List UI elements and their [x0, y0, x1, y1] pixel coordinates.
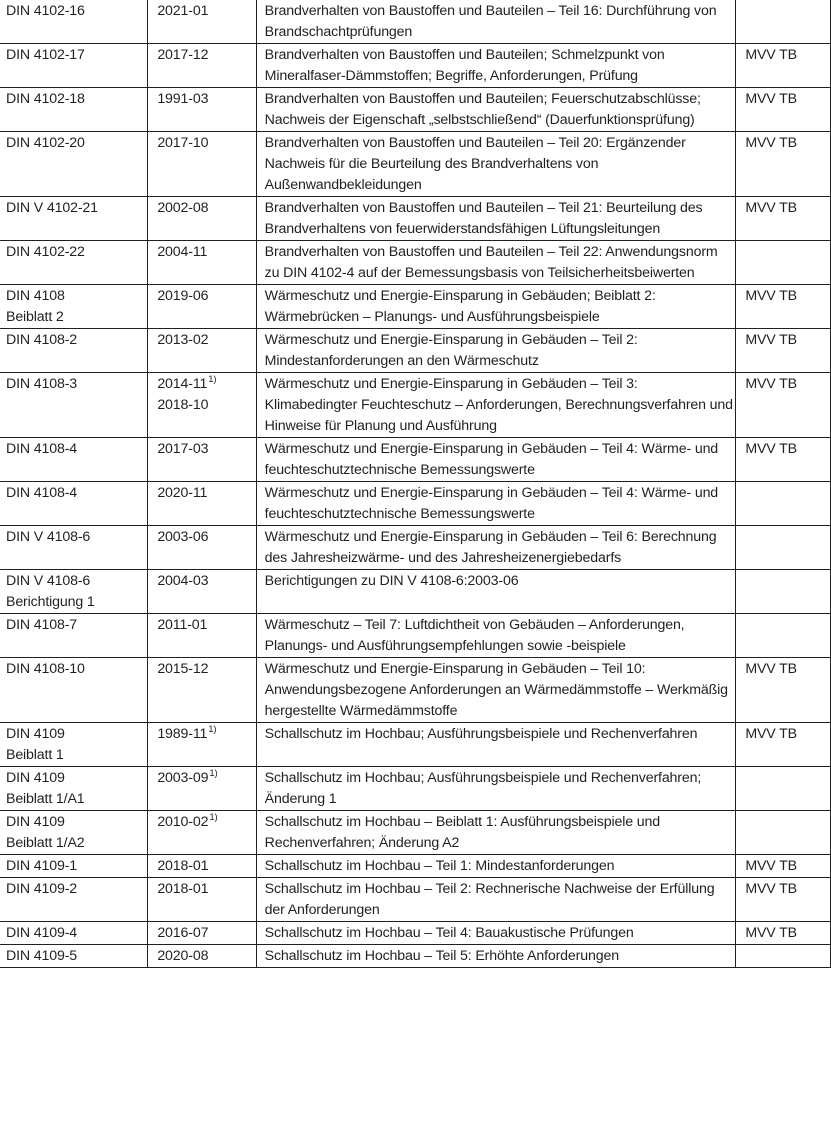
norm-number-cell: DIN 4109 Beiblatt 1/A1 [0, 767, 148, 811]
norm-number-cell: DIN 4109-1 [0, 855, 148, 878]
table-row [0, 0, 831, 44]
norm-title-cell: Wärmeschutz und Energie-Einsparung in Gebäuden – Teil 4: Wärme- und feuchteschutztechnische Bemessungswerte [256, 482, 736, 526]
table-row [0, 855, 831, 878]
table-row [0, 658, 831, 723]
issue-date: 2014-11 [157, 376, 208, 392]
issue-date: 2004-11 [157, 244, 208, 260]
issue-date-cell [148, 811, 256, 855]
issue-date: 2002-08 [157, 200, 209, 216]
table-row [0, 44, 831, 88]
source-reference-cell: MVV TB [736, 658, 831, 723]
issue-date-cell [148, 878, 256, 922]
table-row [0, 285, 831, 329]
norm-number-cell: DIN 4108-4 [0, 482, 148, 526]
norm-title-cell: Wärmeschutz und Energie-Einsparung in Gebäuden – Teil 10: Anwendungsbezogene Anforderungen an Wärmedämmstoffe – Werkmäßig hergestellte Wärmedämmstoffe [256, 658, 736, 723]
norm-title-cell: Brandverhalten von Baustoffen und Bauteilen; Schmelzpunkt von Mineralfaser-Dämmstoffen; Begriffe, Anforderungen, Prüfung [256, 44, 736, 88]
source-reference-cell [736, 945, 831, 968]
table-row [0, 241, 831, 285]
norm-title-cell: Schallschutz im Hochbau; Ausführungsbeispiele und Rechenverfahren; Änderung 1 [256, 767, 736, 811]
norm-title-cell: Brandverhalten von Baustoffen und Bauteilen; Feuerschutzabschlüsse; Nachweis der Eigenschaft „selbstschließend“ (Dauerfunktionsprüfung) [256, 88, 736, 132]
source-reference-cell: MVV TB [736, 855, 831, 878]
issue-date-cell [148, 438, 256, 482]
norm-title-cell: Wärmeschutz und Energie-Einsparung in Gebäuden – Teil 2: Mindestanforderungen an den Wärmeschutz [256, 329, 736, 373]
norm-title-cell: Wärmeschutz und Energie-Einsparung in Gebäuden – Teil 4: Wärme- und feuchteschutztechnische Bemessungswerte [256, 438, 736, 482]
issue-date: 2017-10 [157, 135, 209, 151]
norm-number-cell: DIN 4109-4 [0, 922, 148, 945]
source-reference-cell: MVV TB [736, 132, 831, 197]
issue-date-cell [148, 329, 256, 373]
issue-date-cell [148, 44, 256, 88]
norm-number-cell: DIN V 4108-6 [0, 526, 148, 570]
footnote-marker: 1) [209, 768, 218, 779]
norm-number-cell: DIN 4109 Beiblatt 1 [0, 723, 148, 767]
issue-date: 2019-06 [157, 288, 209, 304]
norm-title-cell: Schallschutz im Hochbau – Beiblatt 1: Ausführungsbeispiele und Rechenverfahren; Änderung A2 [256, 811, 736, 855]
source-reference-cell [736, 482, 831, 526]
norm-number-cell: DIN 4102-20 [0, 132, 148, 197]
issue-date: 2018-01 [157, 881, 209, 897]
source-reference-cell: MVV TB [736, 438, 831, 482]
norm-number-cell: DIN 4108-3 [0, 373, 148, 438]
table-row [0, 767, 831, 811]
issue-date: 2004-03 [157, 573, 209, 589]
issue-date: 2020-08 [157, 948, 209, 964]
norm-title-cell: Schallschutz im Hochbau; Ausführungsbeispiele und Rechenverfahren [256, 723, 736, 767]
issue-date: 2017-12 [157, 47, 209, 63]
issue-date-cell [148, 855, 256, 878]
table-row [0, 438, 831, 482]
issue-date-cell [148, 482, 256, 526]
issue-date-cell [148, 922, 256, 945]
footnote-marker: 1) [208, 724, 217, 735]
table-row [0, 723, 831, 767]
issue-date-cell [148, 526, 256, 570]
issue-date: 2021-01 [157, 3, 209, 19]
issue-date: 1991-03 [157, 91, 209, 107]
issue-date-secondary: 2018-10 [157, 397, 209, 413]
source-reference-cell: MVV TB [736, 373, 831, 438]
footnote-marker: 1) [209, 812, 218, 823]
issue-date-cell [148, 945, 256, 968]
norm-number-cell: DIN 4102-16 [0, 0, 148, 44]
norm-number-cell: DIN V 4108-6 Berichtigung 1 [0, 570, 148, 614]
source-reference-cell: MVV TB [736, 878, 831, 922]
source-reference-cell [736, 614, 831, 658]
issue-date-cell [148, 285, 256, 329]
source-reference-cell: MVV TB [736, 197, 831, 241]
footnote-marker: 1) [208, 374, 217, 385]
issue-date-cell [148, 658, 256, 723]
norm-title-cell: Schallschutz im Hochbau – Teil 1: Mindestanforderungen [256, 855, 736, 878]
issue-date-cell [148, 88, 256, 132]
table-row [0, 811, 831, 855]
issue-date: 2017-03 [157, 441, 209, 457]
table-row [0, 482, 831, 526]
table-row [0, 570, 831, 614]
issue-date: 2003-09 [157, 770, 209, 786]
norm-number-cell: DIN 4102-17 [0, 44, 148, 88]
norm-number-cell: DIN 4109-5 [0, 945, 148, 968]
issue-date: 2016-07 [157, 925, 209, 941]
source-reference-cell: MVV TB [736, 44, 831, 88]
issue-date-cell [148, 614, 256, 658]
norm-title-cell: Wärmeschutz und Energie-Einsparung in Gebäuden – Teil 6: Berechnung des Jahresheizwärme- und des Jahresheizenergiebedarfs [256, 526, 736, 570]
table-row [0, 922, 831, 945]
issue-date: 2018-01 [157, 858, 209, 874]
source-reference-cell [736, 241, 831, 285]
norm-title-cell: Berichtigungen zu DIN V 4108-6:2003-06 [256, 570, 736, 614]
table-row [0, 373, 831, 438]
issue-date-cell [148, 241, 256, 285]
table-row [0, 88, 831, 132]
table-row [0, 329, 831, 373]
source-reference-cell: MVV TB [736, 723, 831, 767]
issue-date: 2020-11 [157, 485, 208, 501]
source-reference-cell: MVV TB [736, 329, 831, 373]
table-row [0, 526, 831, 570]
norm-number-cell: DIN 4108-2 [0, 329, 148, 373]
norm-title-cell: Brandverhalten von Baustoffen und Bauteilen – Teil 21: Beurteilung des Brandverhaltens von feuerwiderstandsfähigen Lüftungsleitungen [256, 197, 736, 241]
source-reference-cell: MVV TB [736, 285, 831, 329]
table-row [0, 197, 831, 241]
source-reference-cell [736, 767, 831, 811]
norm-title-cell: Wärmeschutz – Teil 7: Luftdichtheit von Gebäuden – Anforderungen, Planungs- und Ausführungsempfehlungen sowie -beispiele [256, 614, 736, 658]
norm-title-cell: Wärmeschutz und Energie-Einsparung in Gebäuden – Teil 3: Klimabedingter Feuchteschutz – Anforderungen, Berechnungsverfahren und Hinweise für Planung und Ausführung [256, 373, 736, 438]
table-row [0, 945, 831, 968]
norm-number-cell: DIN V 4102-21 [0, 197, 148, 241]
issue-date: 2013-02 [157, 332, 209, 348]
norm-title-cell: Schallschutz im Hochbau – Teil 2: Rechnerische Nachweise der Erfüllung der Anforderungen [256, 878, 736, 922]
norm-title-cell: Schallschutz im Hochbau – Teil 4: Bauakustische Prüfungen [256, 922, 736, 945]
source-reference-cell [736, 811, 831, 855]
norm-title-cell: Brandverhalten von Baustoffen und Bauteilen – Teil 20: Ergänzender Nachweis für die Beurteilung des Brandverhaltens von Außenwandbekleidungen [256, 132, 736, 197]
norm-number-cell: DIN 4108-4 [0, 438, 148, 482]
source-reference-cell: MVV TB [736, 922, 831, 945]
issue-date-cell [148, 570, 256, 614]
source-reference-cell [736, 0, 831, 44]
issue-date-cell [148, 767, 256, 811]
issue-date-cell [148, 197, 256, 241]
table-row [0, 614, 831, 658]
table-row [0, 878, 831, 922]
issue-date-cell [148, 723, 256, 767]
issue-date: 2003-06 [157, 529, 209, 545]
norm-number-cell: DIN 4102-18 [0, 88, 148, 132]
issue-date: 2015-12 [157, 661, 209, 677]
norm-number-cell: DIN 4108-7 [0, 614, 148, 658]
norm-number-cell: DIN 4109 Beiblatt 1/A2 [0, 811, 148, 855]
norm-number-cell: DIN 4102-22 [0, 241, 148, 285]
table-row [0, 132, 831, 197]
issue-date-cell [148, 132, 256, 197]
norm-number-cell: DIN 4109-2 [0, 878, 148, 922]
issue-date-cell [148, 0, 256, 44]
norm-title-cell: Brandverhalten von Baustoffen und Bauteilen – Teil 22: Anwendungsnorm zu DIN 4102-4 auf der Bemessungsbasis von Teilsicherheitsbeiwerten [256, 241, 736, 285]
issue-date: 1989-11 [157, 726, 208, 742]
source-reference-cell: MVV TB [736, 88, 831, 132]
norm-title-cell: Wärmeschutz und Energie-Einsparung in Gebäuden; Beiblatt 2: Wärmebrücken – Planungs- und Ausführungsbeispiele [256, 285, 736, 329]
issue-date: 2010-02 [157, 814, 209, 830]
source-reference-cell [736, 526, 831, 570]
norm-number-cell: DIN 4108 Beiblatt 2 [0, 285, 148, 329]
source-reference-cell [736, 570, 831, 614]
norm-number-cell: DIN 4108-10 [0, 658, 148, 723]
issue-date-cell [148, 373, 256, 438]
issue-date: 2011-01 [157, 617, 208, 633]
norm-title-cell: Schallschutz im Hochbau – Teil 5: Erhöhte Anforderungen [256, 945, 736, 968]
norm-title-cell: Brandverhalten von Baustoffen und Bauteilen – Teil 16: Durchführung von Brandschachtprüfungen [256, 0, 736, 44]
